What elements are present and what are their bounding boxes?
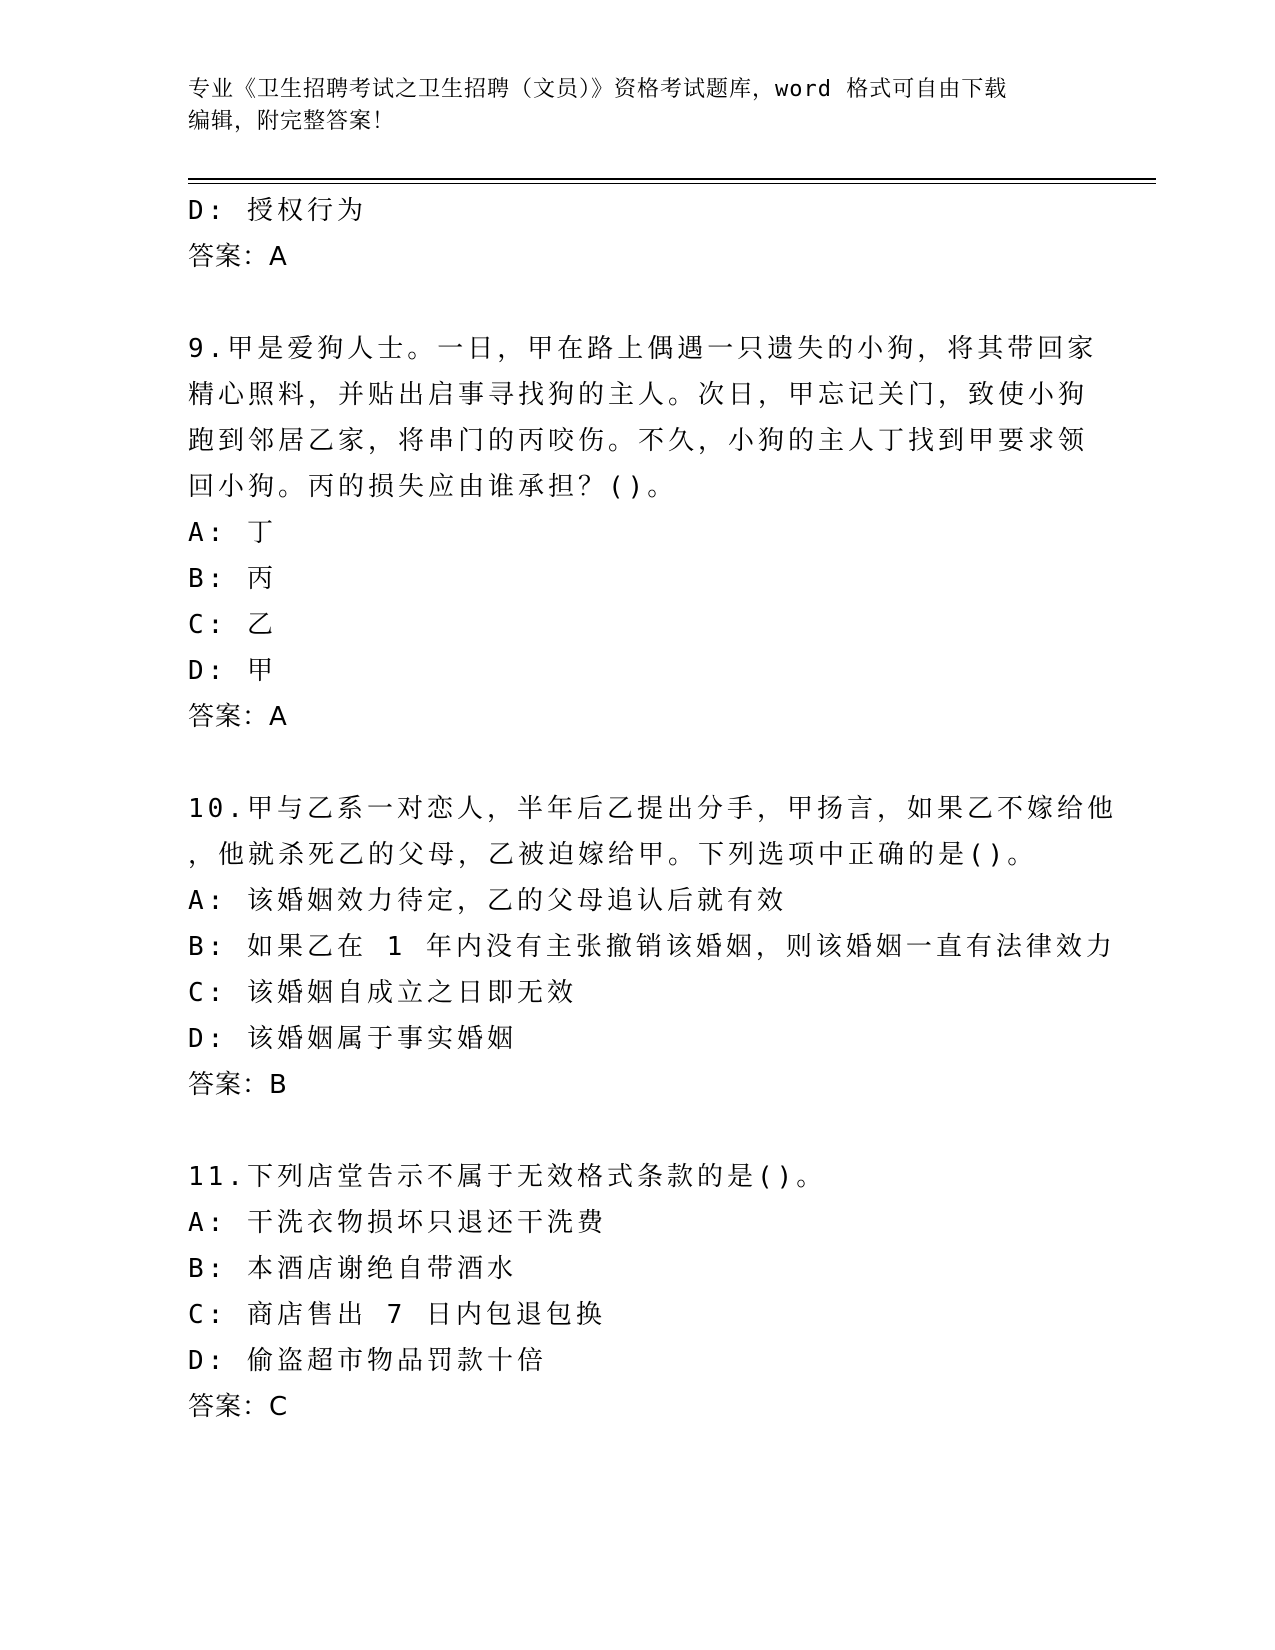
- option-c: C: 商店售出 7 日内包退包换: [188, 1300, 606, 1330]
- header-rule-thin: [188, 183, 1156, 184]
- header-rule-thick: [188, 178, 1156, 180]
- previous-question-tail: [188, 188, 1088, 280]
- question-text-line: ，他就杀死乙的父母，乙被迫嫁给甲。下列选项中正确的是()。: [188, 840, 1038, 870]
- spacer: [188, 1108, 1088, 1154]
- question-text-line: 回小狗。丙的损失应由谁承担？()。: [188, 472, 678, 502]
- question-text-line: 9.甲是爱狗人士。一日，甲在路上偶遇一只遗失的小狗，将其带回家: [188, 334, 1098, 364]
- option-a: A: 该婚姻效力待定，乙的父母追认后就有效: [188, 886, 787, 916]
- option-a: A: 干洗衣物损坏只退还干洗费: [188, 1208, 607, 1238]
- option-d: D: 该婚姻属于事实婚姻: [188, 1024, 517, 1054]
- option-c: C: 乙: [188, 610, 277, 640]
- question-text-line: 11.下列店堂告示不属于无效格式条款的是()。: [188, 1162, 827, 1192]
- spacer: [188, 280, 1088, 326]
- question-text-line: 10.甲与乙系一对恋人，半年后乙提出分手，甲扬言，如果乙不嫁给他: [188, 794, 1117, 824]
- answer-line: 答案：C: [188, 1392, 289, 1422]
- spacer: [188, 740, 1088, 786]
- option-b: B: 本酒店谢绝自带酒水: [188, 1254, 517, 1284]
- question-content: [188, 188, 1117, 1430]
- option-a: A: 丁: [188, 518, 277, 548]
- header-title-line-2: 编辑，附完整答案！: [188, 109, 396, 134]
- option-d: D: 授权行为: [188, 196, 367, 226]
- header-title-line-1: 专业《卫生招聘考试之卫生招聘（文员）》资格考试题库，word 格式可自由下载: [188, 77, 1008, 102]
- question-10: [188, 786, 1117, 1108]
- question-11: [188, 1154, 1088, 1430]
- question-9: [188, 326, 1098, 740]
- option-b: B: 如果乙在 1 年内没有主张撤销该婚姻，则该婚姻一直有法律效力: [188, 932, 1116, 962]
- question-text-line: 精心照料，并贴出启事寻找狗的主人。次日，甲忘记关门，致使小狗: [188, 380, 1089, 410]
- answer-line: 答案：B: [188, 1070, 288, 1100]
- page-header: [188, 74, 1088, 138]
- option-d: D: 偷盗超市物品罚款十倍: [188, 1346, 547, 1376]
- answer-line: 答案：A: [188, 242, 288, 272]
- option-c: C: 该婚姻自成立之日即无效: [188, 978, 577, 1008]
- answer-line: 答案：A: [188, 702, 288, 732]
- option-d: D: 甲: [188, 656, 277, 686]
- question-text-line: 跑到邻居乙家，将串门的丙咬伤。不久，小狗的主人丁找到甲要求领: [188, 426, 1089, 456]
- option-b: B: 丙: [188, 564, 277, 594]
